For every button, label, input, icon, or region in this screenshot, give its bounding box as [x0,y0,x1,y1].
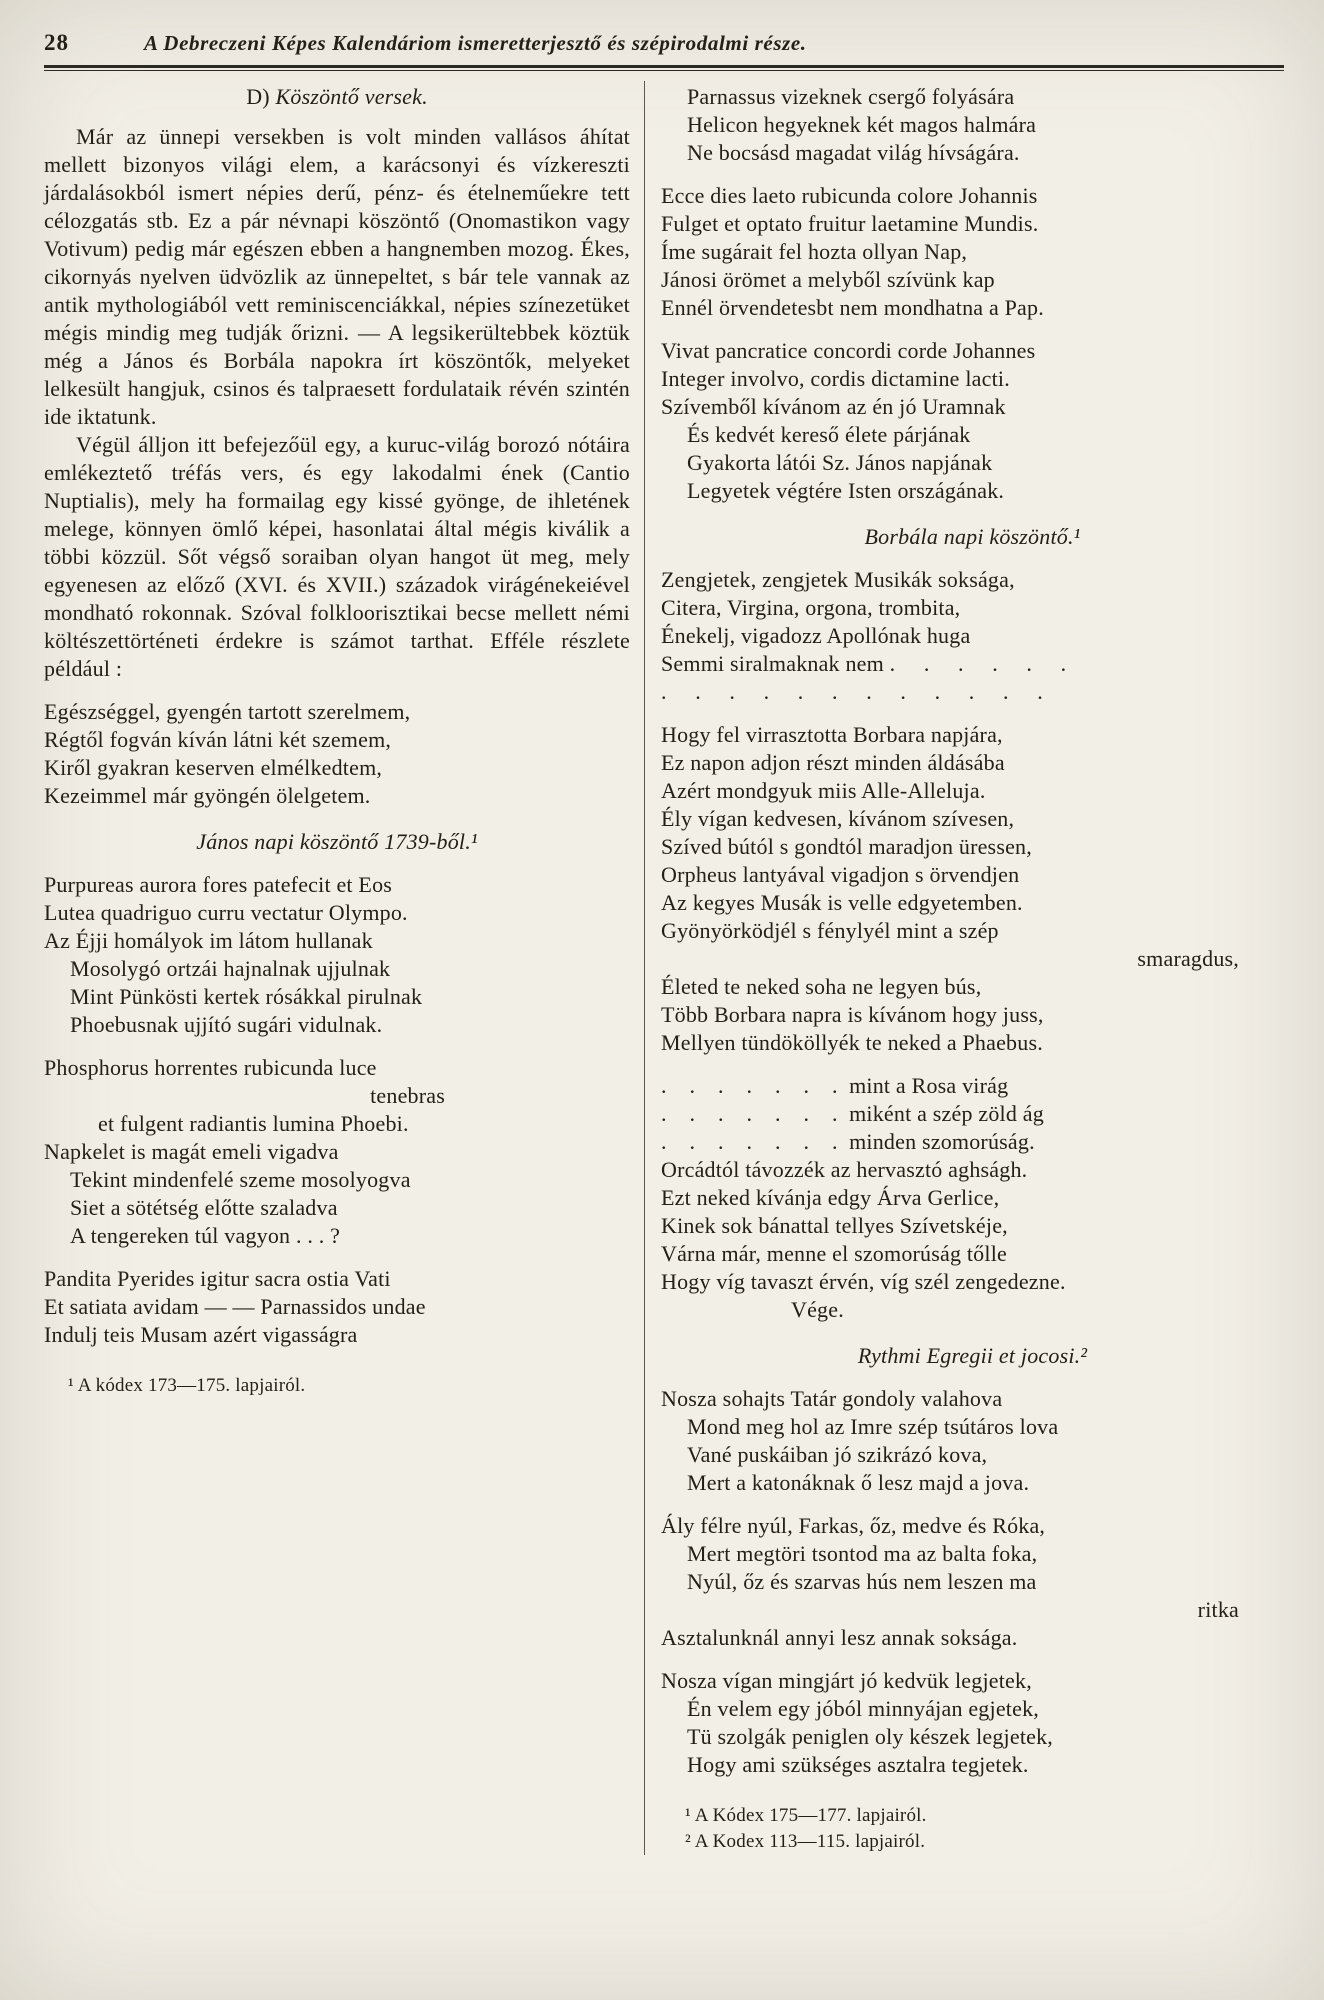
verse-stanza [661,566,1284,706]
verse-line: Mert megtöri tsontod ma az balta foka, [687,1541,1038,1566]
heading-text: Borbála napi köszöntő.¹ [864,524,1081,549]
verse-line: A tengereken túl vagyon . . . ? [70,1223,341,1248]
verse-line: Jánosi örömet a melyből szívünk kap [661,267,995,292]
verse-line: Zengjetek, zengjetek Musikák soksága, [661,567,1015,592]
verse-line: . . . . . . . mint a Rosa virág [661,1073,1009,1098]
verse-line: Nyúl, őz és szarvas hús nem leszen ma [687,1569,1037,1594]
footnote-line: ¹ A Kódex 175—177. lapjairól. [685,1805,927,1826]
verse-line: Tü szolgák peniglen oly készek legjetek, [687,1724,1053,1749]
verse-line: Azért mondgyuk miis Alle-Alleluja. [661,778,986,803]
verse-line: Hogy fel virrasztotta Borbara napjára, [661,722,1003,747]
verse-stanza [44,698,630,810]
verse-line: És kedvét kereső élete párjának [687,422,971,447]
left-column [44,81,644,1855]
verse-line: tenebras [370,1083,445,1108]
verse-line: Gyakorta látói Sz. János napjának [687,450,993,475]
section-heading [44,83,630,111]
verse-line: Fulget et optato fruitur laetamine Mundis. [661,211,1039,236]
verse-line: Nosza sohajts Tatár gondoly valahova [661,1386,1003,1411]
verse-line: Vané puskáiban jó szikrázó kova, [687,1442,988,1467]
verse-stanza [44,871,630,1039]
verse-line: Mellyen tündököllyék te neked a Phaebus. [661,1030,1043,1055]
verse-line: Indulj teis Musam azért vigasságra [44,1322,358,1347]
verse-line: et fulgent radiantis lumina Phoebi. [98,1111,409,1136]
verse-stanza [44,1054,630,1250]
verse-line: . . . . . . . minden szomorúság. [661,1129,1035,1154]
footnotes [44,1373,630,1399]
verse-line: Az kegyes Musák is velle edgyetemben. [661,890,1023,915]
verse-line: Ne bocsásd magadat világ hívságára. [687,140,1020,165]
verse-stanza [661,1512,1284,1652]
verse-line: Több Borbara napra is kívánom hogy juss, [661,1002,1044,1027]
right-column [645,81,1284,1855]
verse-line: Én velem egy jóból minnyájan egjetek, [687,1696,1039,1721]
verse-line: Parnassus vizeknek csergő folyására [687,84,1015,109]
heading-text: Köszöntő versek. [275,84,428,109]
verse-line: Vivat pancratice concordi corde Johannes [661,338,1036,363]
verse-line: Asztalunknál annyi lesz annak soksága. [661,1625,1018,1650]
heading-prefix: D) [246,84,276,109]
verse-line: Citera, Virgina, orgona, trombita, [661,595,961,620]
verse-stanza [661,1385,1284,1497]
verse-line: Kiről gyakran keserven elmélkedtem, [44,755,383,780]
verse-line: Orcádtól távozzék az hervasztó aghságh. [661,1157,1028,1182]
verse-line: Purpureas aurora fores patefecit et Eos [44,872,393,897]
verse-line: Kezeimmel már gyöngén ölelgetem. [44,783,371,808]
page-header [44,30,1284,56]
verse-line: Íme sugárait fel hozta ollyan Nap, [661,239,968,264]
verse-line: Az Éjji homályok im látom hullanak [44,928,373,953]
verse-line: Régtől fogván kíván látni két szemem, [44,727,392,752]
paragraph: Végül álljon itt befejezőül egy, a kuruc-világ borozó nótáira emlékeztető tréfás vers, és egy lakodalmi ének (Cantio Nuptialis), mely ha formailag egy kissé gyönge, de ihletének melege, könnyen ömlő képei, hasonlatai által mégis kiválik a többi közzül. Sőt végső soraiban olyan hangot üt meg, mely egyenesen az előző (XVI. és XVII.) századok virágénekeiével mondható rokonnak. Szóval folkloorisztikai becse mellett némi költészettörténeti érdekre is számot tarthat. Efféle részlete például : [44,432,630,681]
heading-text: Rythmi Egregii et jocosi.² [857,1343,1088,1368]
verse-line: Siet a sötétség előtte szaladva [70,1195,338,1220]
paragraph: Már az ünnepi versekben is volt minden vallásos áhítat mellett bizonyos világi elem, a karácsonyi és vízkereszti járdalásokból ismert népies derű, pénz- és ételneműekre tett célozgatás stb. Ez a pár névnapi köszöntő (Onomastikon vagy Votivum) pedig már egészen ebben a hangnemben mozog. Ékes, cikornyás nyelven üdvözlik az ünnepeltet, s bár tele vannak az antik mythologiából vett reminiscenciákkal, népies színezetüket mégis mindig meg tudják őrizni. — A legsikerültebbek köztük még a János és Borbála napokra írt köszöntők, melyeket lelkesült hangjuk, csinos és talpraesett fordulataik révén szintén ide iktatunk. [44,124,630,429]
footnote-line: ¹ A kódex 173—175. lapjairól. [68,1375,306,1396]
verse-stanza [661,721,1284,1057]
verse-line: Phoebusnak ujjító sugári vidulnak. [70,1012,383,1037]
verse-line: smaragdus, [1137,946,1239,971]
verse-line: Kinek sok bánattal tellyes Szívetskéje, [661,1213,1008,1238]
verse-line: Ennél örvendetesbt nem mondhatna a Pap. [661,295,1044,320]
verse-stanza [661,1667,1284,1779]
columns [44,81,1284,1855]
verse-stanza [661,337,1284,505]
verse-line: Tekint mindenfelé szeme mosolyogva [70,1167,411,1192]
verse-stanza [661,182,1284,322]
verse-line: Pandita Pyerides igitur sacra ostia Vati [44,1266,391,1291]
section-heading [661,523,1284,551]
verse-stanza [661,83,1284,167]
running-title: A Debreczeni Képes Kalendáriom ismeretterjesztő és szépirodalmi része. [144,31,807,55]
verse-line: Legyetek végtére Isten országának. [687,478,1005,503]
verse-line: Életed te neked soha ne legyen bús, [661,974,982,999]
section-heading [661,1342,1284,1370]
verse-line: Mert a katonáknak ő lesz majd a jova. [687,1470,1030,1495]
verse-line: Orpheus lantyával vigadjon s örvendjen [661,862,1020,887]
verse-line: Helicon hegyeknek két magos halmára [687,112,1037,137]
verse-line: Semmi siralmaknak nem . . . . . . [661,651,1067,676]
verse-stanza [661,1072,1284,1324]
verse-line: Mond meg hol az Imre szép tsútáros lova [687,1414,1059,1439]
verse-line: Napkelet is magát emeli vigadva [44,1139,339,1164]
verse-line: Egészséggel, gyengén tartott szerelmem, [44,699,411,724]
verse-line: Ály félre nyúl, Farkas, őz, medve és Róka, [661,1513,1046,1538]
header-rule [44,65,1284,71]
verse-line: Nosza vígan mingjárt jó kedvük legjetek, [661,1668,1032,1693]
verse-line: . . . . . . . . . . . . [661,679,1043,704]
page-number: 28 [44,30,69,55]
verse-line: Vége. [791,1297,844,1322]
verse-line: Ez napon adjon részt minden áldásába [661,750,1005,775]
section-heading [44,828,630,856]
verse-line: ritka [1197,1597,1239,1622]
verse-line: Gyönyörködjél s fénylyél mint a szép [661,918,999,943]
verse-line: Integer involvo, cordis dictamine lacti. [661,366,1010,391]
verse-line: Ecce dies laeto rubicunda colore Johannis [661,183,1038,208]
verse-line: Et satiata avidam — — Parnassidos undae [44,1294,426,1319]
verse-line: Énekelj, vigadozz Apollónak huga [661,623,971,648]
verse-line: Mint Pünkösti kertek rósákkal pirulnak [70,984,423,1009]
verse-line: Phosphorus horrentes rubicunda luce [44,1055,377,1080]
verse-line: Mosolygó ortzái hajnalnak ujjulnak [70,956,391,981]
verse-line: Hogy ami szükséges asztalra tegjetek. [687,1752,1029,1777]
verse-line: Ély vígan kedvesen, kívánom szívesen, [661,806,1015,831]
verse-stanza [44,1265,630,1349]
verse-line: . . . . . . . miként a szép zöld ág [661,1101,1044,1126]
heading-text: János napi köszöntő 1739-ből.¹ [196,829,478,854]
verse-line: Szíved bútól s gondtól maradjon üressen, [661,834,1032,859]
verse-line: Ezt neked kívánja edgy Árva Gerlice, [661,1185,1000,1210]
verse-line: Lutea quadriguo curru vectatur Olympo. [44,900,408,925]
verse-line: Szívemből kívánom az én jó Uramnak [661,394,1006,419]
footnote-line: ² A Kodex 113—115. lapjairól. [685,1831,926,1852]
verse-line: Várna már, menne el szomorúság tőlle [661,1241,1007,1266]
verse-line: Hogy víg tavaszt érvén, víg szél zengedezne. [661,1269,1066,1294]
footnotes [661,1803,1284,1855]
